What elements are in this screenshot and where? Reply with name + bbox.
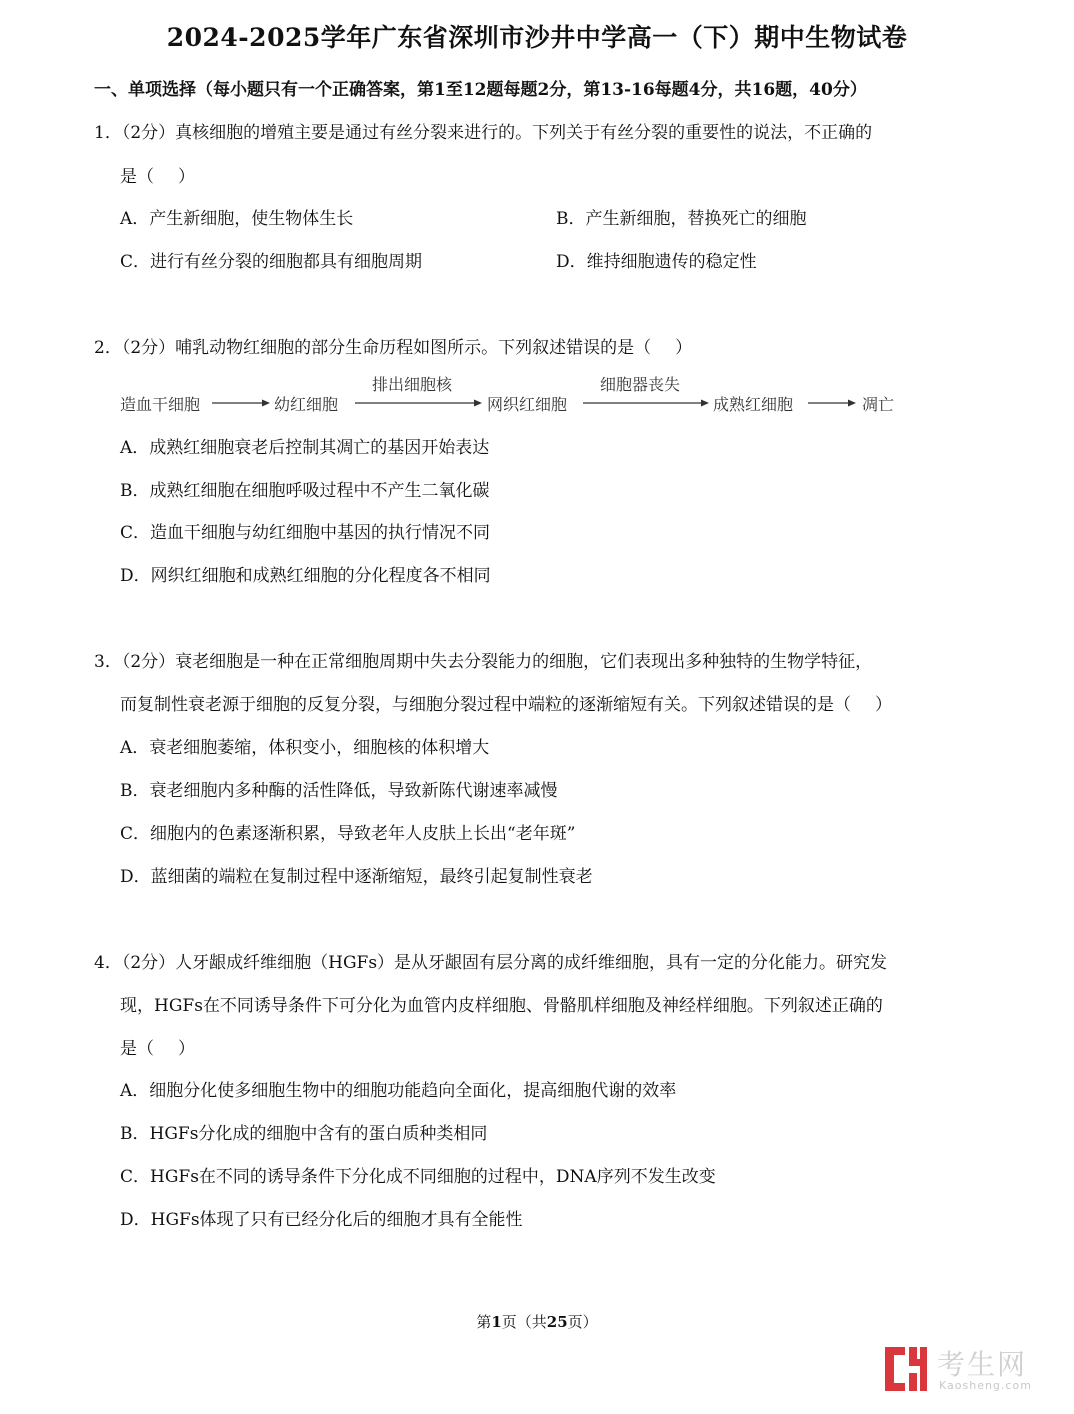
q1-stem: 1．（2分）真核细胞的增殖主要是通过有丝分裂来进行的。下列关于有丝分裂的重要性的说法，不正确的	[94, 123, 873, 143]
q3-paren-close: ）	[875, 695, 892, 715]
q1-option-a: A．产生新细胞，使生物体生长	[120, 209, 354, 229]
q2-stem-text: 2．（2分）哺乳动物红细胞的部分生命历程如图所示。下列叙述错误的是（	[94, 338, 652, 358]
q4-option-a: A．细胞分化使多细胞生物中的细胞功能趋向全面化，提高细胞代谢的效率	[120, 1081, 677, 1101]
watermark-url: Kaosheng.com	[939, 1379, 1032, 1392]
q1-option-d: D．维持细胞遗传的稳定性	[556, 252, 757, 272]
diagram-node-reticulocyte: 网织红细胞	[487, 395, 568, 414]
q3-option-d: D．蓝细菌的端粒在复制过程中逐渐缩短，最终引起复制性衰老	[120, 867, 593, 887]
footer-page-number: 1	[491, 1313, 502, 1331]
footer-page-total: 25	[546, 1313, 568, 1331]
arrow-4-head	[848, 400, 856, 407]
q2-option-b: B．成熟红细胞在细胞呼吸过程中不产生二氧化碳	[120, 481, 490, 501]
q2-option-a: A．成熟红细胞衰老后控制其凋亡的基因开始表达	[120, 438, 490, 458]
diagram-node-hematopoietic-stem-cell: 造血干细胞	[120, 395, 201, 414]
diagram-node-erythroblast: 幼红细胞	[274, 395, 339, 414]
watermark-logo-icon	[885, 1345, 929, 1393]
q4-stem-cont: 现，HGFs在不同诱导条件下可分化为血管内皮样细胞、骨骼肌样细胞及神经样细胞。下列叙述正确的	[120, 996, 883, 1016]
q2-paren-close: ）	[675, 338, 693, 358]
q2-stem	[94, 333, 692, 358]
footer-suffix: 页）	[567, 1313, 598, 1331]
q4-stem-cont2-text: 是（	[120, 1039, 154, 1059]
watermark-name: 考生网	[937, 1348, 1028, 1381]
q2-option-d: D．网织红细胞和成熟红细胞的分化程度各不相同	[120, 566, 491, 586]
q1-stem-cont-text: 是（	[120, 167, 154, 187]
arrow-1-head	[262, 400, 270, 407]
footer-prefix: 第	[476, 1313, 492, 1331]
page-footer	[0, 1311, 1074, 1332]
diagram-node-apoptosis: 凋亡	[862, 395, 895, 414]
q3-stem-cont-text: 而复制性衰老源于细胞的反复分裂，与细胞分裂过程中端粒的逐渐缩短有关。下列叙述错误的是（	[120, 695, 851, 715]
diagram-label-nucleus-expelled: 排出细胞核	[372, 375, 453, 394]
footer-middle: 页（共	[501, 1313, 547, 1331]
q4-option-b: B．HGFs分化成的细胞中含有的蛋白质种类相同	[120, 1124, 488, 1144]
page-title: 2024-2025学年广东省深圳市沙井中学高一（下）期中生物试卷	[166, 23, 908, 52]
q3-option-b: B．衰老细胞内多种酶的活性降低，导致新陈代谢速率减慢	[120, 781, 558, 801]
q3-stem: 3．（2分）衰老细胞是一种在正常细胞周期中失去分裂能力的细胞，它们表现出多种独特的生物学特征，	[94, 652, 873, 672]
q1-paren-close: ）	[178, 167, 195, 187]
q4-option-d: D．HGFs体现了只有已经分化后的细胞才具有全能性	[120, 1210, 523, 1230]
q4-option-c: C．HGFs在不同的诱导条件下分化成不同细胞的过程中，DNA序列不发生改变	[120, 1167, 716, 1187]
q1-stem-cont	[120, 162, 195, 187]
q1-option-b: B．产生新细胞，替换死亡的细胞	[556, 209, 807, 229]
q2-option-c: C．造血干细胞与幼红细胞中基因的执行情况不同	[120, 523, 491, 543]
q1-option-c: C．进行有丝分裂的细胞都具有细胞周期	[120, 252, 423, 272]
red-cell-lifecycle-diagram	[120, 372, 920, 422]
watermark	[885, 1343, 1065, 1399]
diagram-node-mature-red-cell: 成熟红细胞	[713, 395, 794, 414]
q4-stem-cont2	[120, 1034, 195, 1059]
arrow-2-head	[474, 400, 482, 407]
q3-stem-cont	[120, 690, 892, 715]
diagram-label-organelles-lost: 细胞器丧失	[600, 375, 681, 394]
q4-paren-close: ）	[178, 1039, 195, 1059]
arrow-3-head	[701, 400, 709, 407]
q3-option-a: A．衰老细胞萎缩，体积变小，细胞核的体积增大	[120, 738, 490, 758]
section-heading: 一、单项选择（每小题只有一个正确答案，第1至12题每题2分，第13-16每题4分，共16题，40分）	[94, 80, 867, 100]
q4-stem: 4．（2分）人牙龈成纤维细胞（HGFs）是从牙龈固有层分离的成纤维细胞，具有一定的分化能力。研究发	[94, 953, 888, 973]
q3-option-c: C．细胞内的色素逐渐积累，导致老年人皮肤上长出“老年斑”	[120, 824, 576, 844]
